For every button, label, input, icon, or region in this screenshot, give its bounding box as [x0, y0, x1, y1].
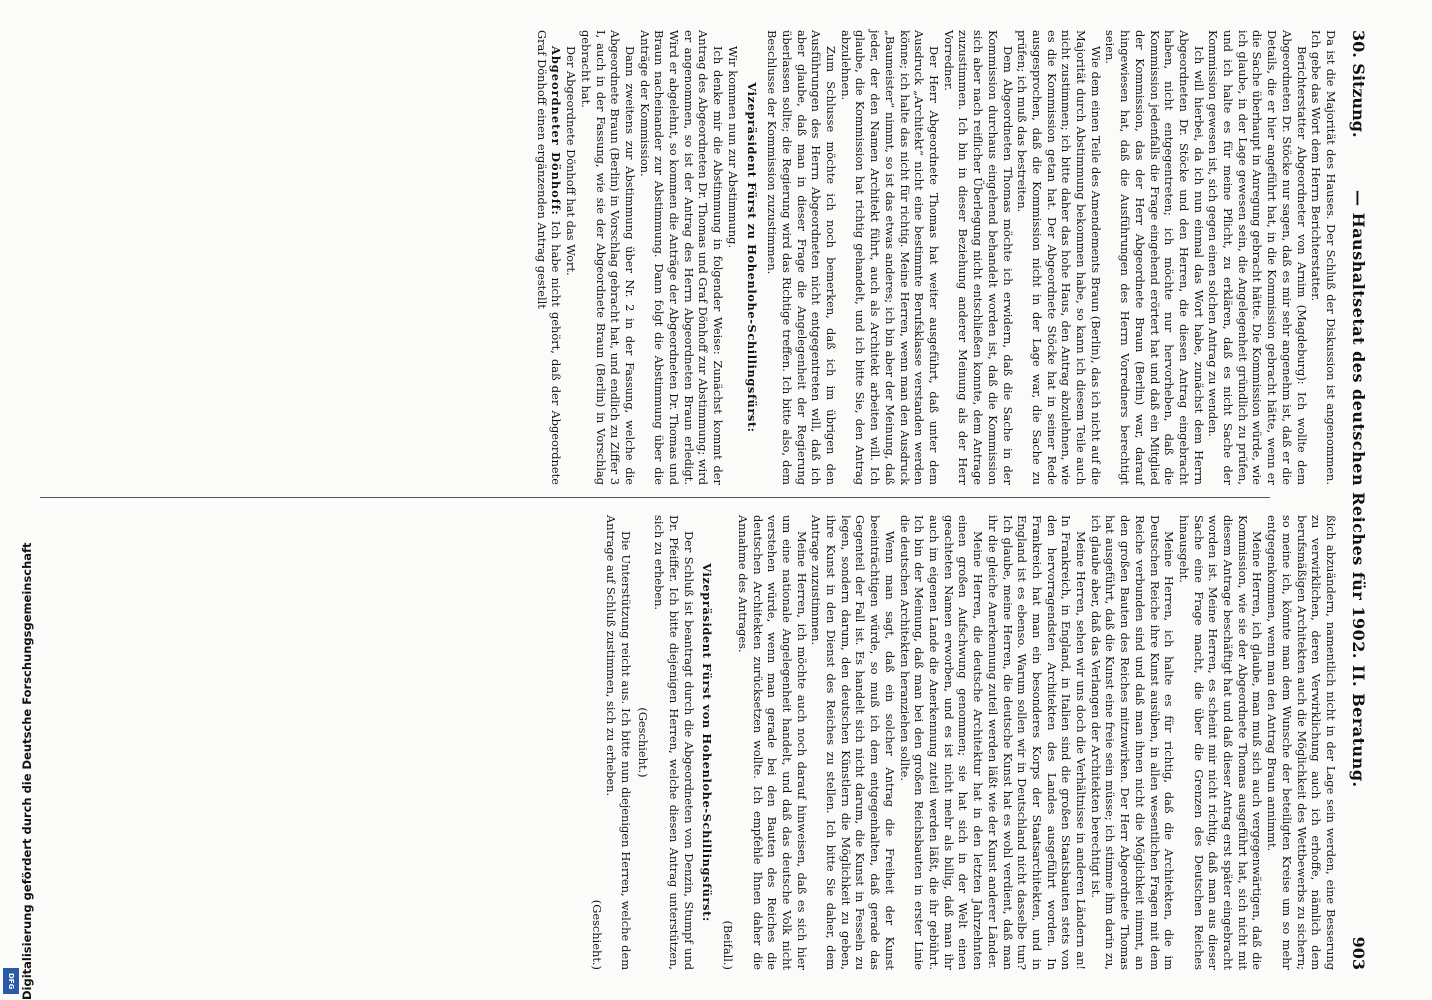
paragraph: Berichterstatter Abgeordneter von Arnim (Magdeburg): Ich wollte dem Abgeordneten Dr. Stöcke nur sagen, daß es mir sehr angenehm ist, daß er die Details, die er hier angeführt hat, in die Kommission gebracht hätte, wenn er die Sache überhaupt in Anregung gebracht hätte. Die Kommission würde, wie ich glaube, in der Lage gewesen sein, die Angelegenheit gründlich zu prüfen, und ich halte es für meine Pflicht, zu erklären, daß es nicht Sache der Kommission gewesen ist, sich gegen einen solchen Antrag zu wenden. — [1206, 30, 1309, 485]
right-column — [589, 515, 1338, 970]
paragraph: Wenn man sagt, daß ein solcher Antrag die Freiheit der Kunst beeinträchtigen würde, so muß ich dem entgegenhalten, daß gerade das Gegenteil der Fall ist. Es handelt sich nicht darum, die Kunst in Fesseln zu legen, sondern darum, den deutschen Künstlern die Möglichkeit zu geben, ihre Kunst in den Dienst des Reiches zu stellen. Ich bitte Sie daher, dem Antrage zuzustimmen. — [809, 515, 897, 970]
speaker-text: Ich habe nicht gehört, daß der Abgeordnete Graf Dönhoff einen ergänzenden Antrag gestellt — [534, 30, 564, 485]
header-title: — Haushaltsetat des deutschen Reiches für 1902. II. Beratung. — [1349, 190, 1368, 788]
paragraph: Wie dem einen Teile des Amendements Braun (Berlin), das ich nicht auf die Majorität durch Abstimmung bekommen habe, so kann ich diesem Teile auch nicht zustimmen; ich bitte daher das hohe Haus, den Antrag abzulehnen, wie es die Kommission getan hat. Der Abgeordnete Stöcke hat in seiner Rede ausgesprochen, daß die Kommission nicht in der Lage war, die Sache zu prüfen; ich muß das bestreiten. — [1015, 30, 1103, 485]
column-divider — [40, 497, 1270, 498]
paragraph: Ich will hierbei, da ich nun einmal das Wort habe, zunächst dem Herrn Abgeordneten Dr. Stöcke und den Herren, die diesen Antrag eingebracht haben, nicht entgegentreten; ich möchte nur hervorheben, daß die Kommission jedenfalls die Frage eingehend erörtert hat und daß ein Mitglied der Kommission, das der Herr Abgeordnete Braun (Berlin) war, darauf hingewiesen hat, daß die Ausführungen des Herrn Vorredners berechtigt seien. — [1103, 30, 1206, 485]
paragraph: Meine Herren, ich glaube, man muß sich auch vergegenwärtigen, daß die Kommission, wie sie der Abgeordnete Thomas ausgeführt hat, sich nicht mit diesem Antrage beschäftigt hat und daß dieser Antrag erst später eingebracht worden ist. Meine Herren, es scheint mir nicht richtig, daß man aus dieser Sache eine Frage macht, die über die Grenzen des Deutschen Reiches hinausgeht. — [1176, 515, 1265, 970]
page-header — [1342, 30, 1376, 970]
stage-note: (Geschieht.) — [635, 707, 650, 778]
dfg-logo-text: DFG — [7, 972, 15, 990]
left-column — [534, 30, 1338, 485]
paragraph: Wir kommen nun zur Abstimmung. — [725, 46, 740, 249]
president-heading: Vizepräsident Fürst zu Hohenlohe-Schillingsfürst: — [744, 82, 759, 433]
paragraph: Meine Herren, sehen wir uns doch die Verhältnisse in anderen Ländern an! In Frankreich, in England, in Italien sind die großen Staatsbauten stets von den hervorragendsten Architekten des Landes ausgeführt worden. In Frankreich hat man ein besonderes Korps der Staatsarchitekten, und in England ist es ebenso. Warum sollen wir in Deutschland nicht dasselbe tun? Ich glaube, meine Herren, die deutsche Kunst hat es wohl verdient, daß man ihr die gleiche Anerkennung zuteil werden läßt wie der Kunst anderer Länder. — [985, 515, 1089, 970]
paragraph: Meine Herren, ich möchte auch noch darauf hinweisen, daß es sich hier um eine nationale Angelegenheit handelt, und daß das deutsche Volk nicht verstehen würde, wenn man gerade bei den Bauten des Reiches die deutschen Architekten zurücksetzen wollte. Ich empfehle Ihnen daher die Annahme des Antrages. — [735, 515, 809, 970]
paragraph: Der Schluß ist beantragt durch die Abgeordneten von Denzin, Stumpf und Dr. Pfeiffer. Ich bitte diejenigen Herren, welche diesen Antrag unterstützen, sich zu erheben. — [652, 515, 696, 970]
paragraph: Der Herr Abgeordnete Thomas hat weiter ausgeführt, daß unter dem Ausdruck „Architekt“ nicht eine bestimmte Berufsklasse verstanden werden könne; ich halte das nicht für richtig. Meine Herren, wenn man den Ausdruck „Baumeister“ nimmt, so ist das etwas anderes; ich bin aber der Meinung, daß jeder, der den Namen Architekt führt, auch als Architekt arbeiten will. Ich glaube, die Kommission hat richtig gehandelt, und ich bitte Sie, den Antrag abzulehnen. — [838, 30, 942, 485]
dfg-logo — [3, 968, 19, 994]
paragraph: Meine Herren, ich halte es für richtig, daß die Architekten, die im Deutschen Reiche ihre Kunst ausüben, in allen wesentlichen Fragen mit dem Reiche verbunden sind und daß man ihnen nicht die Möglichkeit nimmt, an den großen Bauten des Reiches mitzuwirken. Der Herr Abgeordnete Thomas hat ausgeführt, daß die Kunst eine freie sein müsse; ich stimme ihm darin zu, ich glaube aber, daß das Verlangen der Architekten berechtigt ist. — [1088, 515, 1177, 970]
credit-text: Digitalisierung gefördert durch die Deutsche Forschungsgemeinschaft — [20, 542, 34, 1000]
paragraph: Dem Abgeordneten Thomas möchte ich erwidern, daß die Sache in der Kommission durchaus eingehend behandelt worden ist, daß die Kommission sich aber nach reiflicher Überlegung nicht entschließen konnte, dem Antrage zuzustimmen. Ich bin in dieser Beziehung anderer Meinung als der Herr Vorredner. — [941, 30, 1015, 485]
paragraph: Ich denke mir die Abstimmung in folgender Weise: Zunächst kommt der Antrag des Abgeordneten Dr. Thomas und Graf Dönhoff zur Abstimmung; wird er angenommen, so ist der Antrag des Herrn Abgeordneten Braun erledigt. Wird er abgelehnt, so kommen die Anträge der Abgeordneten Dr. Thomas und Braun nacheinander zur Abstimmung. Dann folgt die Abstimmung über die Anträge der Kommission. — [637, 30, 726, 485]
president-heading: Vizepräsident Fürst von Hohenlohe-Schillingsfürst: — [700, 563, 715, 922]
digitization-credit — [4, 10, 34, 1000]
paragraph: Zum Schlusse möchte ich noch bemerken, daß ich im übrigen den Ausführungen des Herrn Abgeordneten nicht entgegentreten will, daß ich aber glaube, daß man in dieser Frage die Angelegenheit der Regierung überlassen sollte; die Regierung wird das Richtige treffen. Ich bitte also, dem Beschlusse der Kommission zuzustimmen. — [765, 30, 839, 485]
paragraph: Die Unterstützung reicht aus. Ich bitte nun diejenigen Herren, welche dem Antrage auf Schluß zustimmen, sich zu erheben. — [604, 515, 633, 970]
paragraph: ßich abzuändern, namentlich nicht in der Lage sein werden, eine Besserung zu verwirklichen, deren Verwirklichung auch ich erhoffe, nämlich dem berufsmäßigen Architekten auch die Möglichkeit des Wettbewerbs zu sichern; so meine ich, könnte man dem Wunsche der beteiligten Kreise um so mehr entgegenkommen, wenn man den Antrag Braun annimmt. — [1265, 515, 1338, 970]
speaker-name: Abgeordneter Dönhoff: — [549, 46, 564, 216]
paragraph: Dann zweitens zur Abstimmung über Nr. 2 in der Fassung, welche die Abgeordnete Braun (Berlin) in Vorschlag gebracht hat, und endlich zu Ziffer 3 I, auch in der Fassung, wie sie der Abgeordnete Braun (Berlin) in Vorschlag gebracht hat. — [578, 30, 637, 485]
applause-note: (Beifall.) — [721, 920, 736, 970]
paragraph: Da ist die Majorität des Hauses. Der Schluß der Diskussion ist angenommen. Ich gebe das Wort dem Herrn Berichterstatter. — [1309, 30, 1338, 485]
paragraph: Meine Herren, die deutsche Architektur hat in den letzten Jahrzehnten einen großen Aufschwung genommen; sie hat sich in der Welt einen geachteten Namen erworben, und es ist nicht mehr als billig, daß man ihr auch im eigenen Lande die Anerkennung zuteil werden läßt, die ihr gebührt. Ich bin der Meinung, daß man bei den großen Reichsbauten in erster Linie die deutschen Architekten heranziehen sollte. — [897, 515, 986, 970]
paragraph: Der Abgeordnete Dönhoff hat das Wort. — [564, 46, 579, 276]
header-session: 30. Sitzung. — [1349, 30, 1368, 138]
page-number: 903 — [1349, 936, 1368, 970]
speaker-paragraph — [534, 30, 563, 485]
stage-note: (Geschieht.) — [589, 899, 604, 970]
